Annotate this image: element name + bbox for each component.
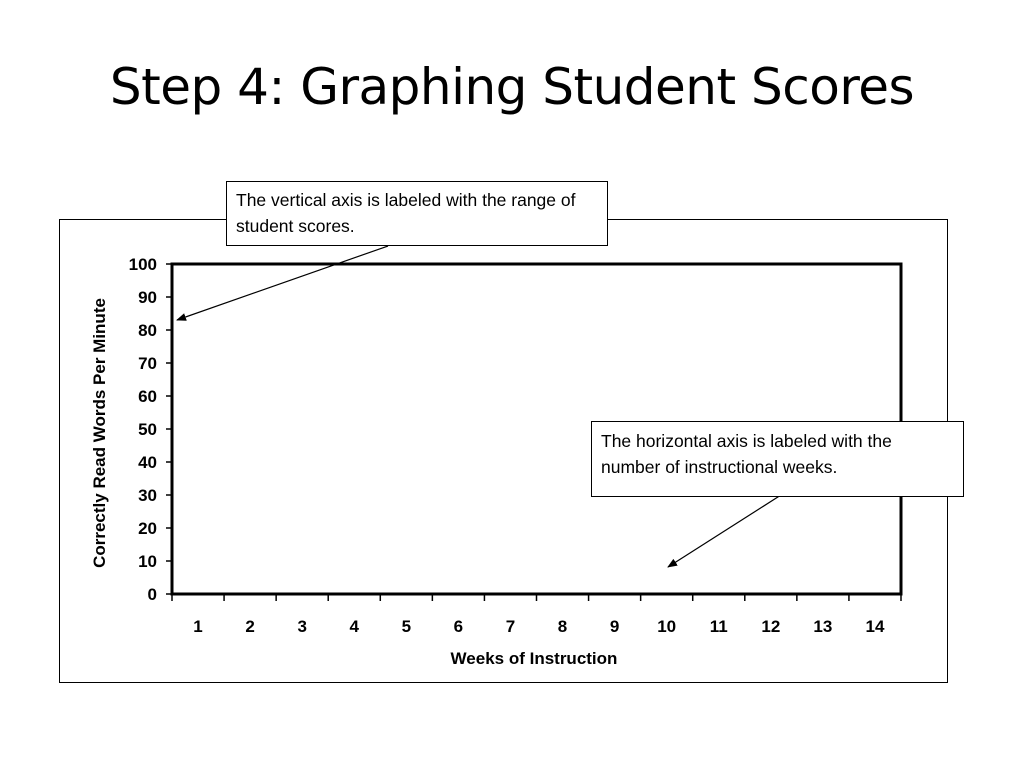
y-tick-label: 0 [147, 585, 157, 604]
page-title: Step 4: Graphing Student Scores [109, 58, 915, 116]
x-tick-label: 1 [193, 617, 203, 636]
y-tick-label: 60 [138, 387, 157, 406]
x-tick-label: 9 [609, 617, 620, 636]
x-tick-label: 14 [865, 617, 885, 636]
x-tick-label: 13 [813, 617, 833, 636]
y-tick-label: 50 [138, 420, 157, 439]
y-axis-ticks [129, 255, 172, 604]
y-axis-label: Correctly Read Words Per Minute [90, 298, 109, 568]
x-axis-label: Weeks of Instruction [450, 649, 618, 668]
x-axis-ticks [172, 594, 901, 636]
y-tick-label: 100 [128, 255, 157, 274]
callout-arrows [177, 246, 781, 567]
x-tick-label: 12 [761, 617, 781, 636]
y-tick-label: 80 [138, 321, 157, 340]
x-tick-label: 3 [297, 617, 307, 636]
x-tick-label: 11 [709, 617, 728, 636]
horizontal-axis-callout: The horizontal axis is labeled with the number of instructional weeks. [591, 421, 964, 497]
x-tick-label: 4 [349, 617, 359, 636]
horizontal-axis-callout-arrow [668, 495, 781, 567]
y-tick-label: 90 [138, 288, 157, 307]
y-tick-label: 40 [138, 453, 157, 472]
x-tick-label: 8 [557, 617, 568, 636]
x-tick-label: 7 [505, 617, 516, 636]
vertical-axis-callout-arrow [177, 246, 388, 320]
y-tick-label: 20 [138, 519, 157, 538]
y-tick-label: 10 [138, 552, 157, 571]
x-tick-label: 5 [401, 617, 412, 636]
x-tick-label: 6 [453, 617, 464, 636]
x-tick-label: 2 [245, 617, 255, 636]
vertical-axis-callout: The vertical axis is labeled with the range of student scores. [226, 181, 608, 246]
y-tick-label: 70 [138, 354, 157, 373]
y-tick-label: 30 [138, 486, 157, 505]
x-tick-label: 10 [657, 617, 677, 636]
